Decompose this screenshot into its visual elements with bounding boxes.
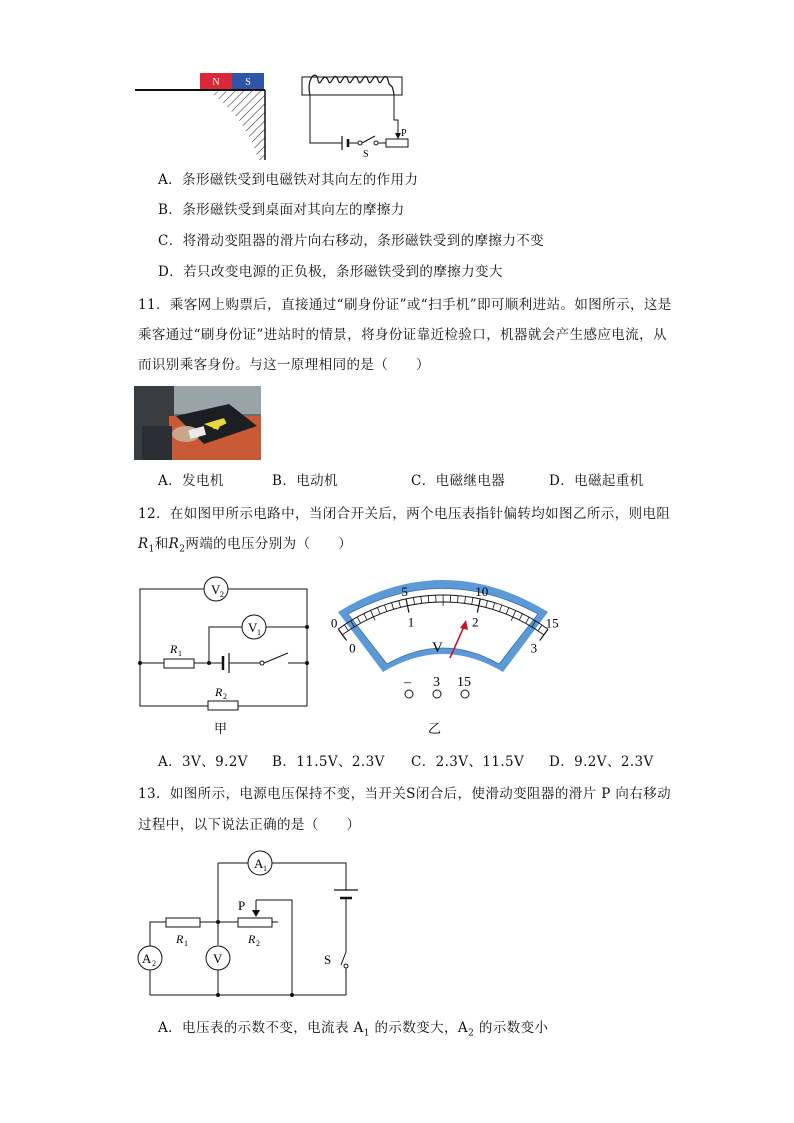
q10-option-b[interactable]: B．条形磁铁受到桌面对其向左的摩擦力 [158, 202, 405, 218]
svg-text:V: V [213, 951, 223, 966]
slider-arrow [252, 910, 260, 917]
switch-blade [341, 952, 346, 965]
switch-blade [362, 136, 375, 143]
terminal-3 [433, 690, 441, 698]
q13-stem-line1: 13．如图所示，电源电压保持不变，当开关S闭合后，使滑动变阻器的滑片 P 向右移动 [138, 786, 671, 802]
svg-text:1: 1 [257, 628, 261, 637]
q11-option-a[interactable]: A．发电机 [158, 473, 224, 489]
magnet-n-label: N [212, 77, 220, 88]
q12-option-c[interactable]: C．2.3V、11.5V [411, 754, 525, 770]
caption-yi: 乙 [428, 721, 442, 736]
svg-text:R: R [170, 642, 178, 656]
q11-stem-line3: 而识别乘客身份。与这一原理相同的是（ ） [138, 357, 430, 373]
q12-option-b[interactable]: B．11.5V、2.3V [272, 754, 385, 770]
svg-text:A: A [142, 951, 152, 966]
svg-text:3: 3 [433, 675, 440, 690]
q12-circuit-jia [130, 573, 320, 738]
dial-upper-label: 10 [475, 584, 489, 600]
dial-tick [538, 625, 542, 631]
q11-option-c[interactable]: C．电磁继电器 [411, 473, 506, 489]
svg-text:1: 1 [263, 864, 267, 873]
svg-text:S: S [324, 952, 332, 967]
dial-lower-label: 2 [471, 614, 479, 630]
q12-stem-line1: 12．在如图甲所示电路中，当闭合开关后，两个电压表指针偏转均如图乙所示，则电阻 [138, 506, 671, 522]
q12-r2-symbol: R [168, 536, 180, 552]
q12-r1-symbol: R [138, 536, 149, 552]
svg-text:R: R [215, 685, 223, 699]
q12-option-d[interactable]: D．9.2V、2.3V [549, 754, 654, 770]
dial-tick [540, 629, 548, 640]
switch-s-label: S [363, 149, 369, 160]
dial-upper-label: 0 [330, 615, 338, 631]
magnet-s-label: S [245, 77, 251, 88]
unit-v-label: V [432, 640, 443, 656]
dial-lower-label: 3 [530, 640, 538, 656]
svg-text:R: R [248, 932, 256, 946]
dial-upper-label: 15 [545, 615, 559, 631]
q10-figure [130, 60, 430, 160]
svg-text:P: P [238, 898, 246, 913]
terminal-15 [461, 690, 469, 698]
voltmeter-dial [330, 568, 559, 738]
q10-option-d[interactable]: D．若只改变电源的正负极，条形磁铁受到的摩擦力变大 [158, 264, 503, 280]
resistor-r1 [164, 659, 194, 668]
svg-text:2: 2 [220, 590, 224, 599]
dial-lower-label: 0 [349, 640, 356, 656]
svg-text:–: – [404, 675, 411, 690]
rheostat [386, 139, 408, 147]
v2-label: V [211, 582, 221, 597]
dial-upper-label: 5 [401, 584, 408, 600]
dial-lower-label: 1 [407, 614, 415, 630]
svg-text:2: 2 [152, 959, 156, 968]
q12-figure-jia [130, 573, 320, 738]
q12-option-a[interactable]: A．3V、9.2V [158, 754, 248, 770]
q13-stem-line2: 过程中，以下说法正确的是（ ） [138, 817, 361, 833]
q13-figure [128, 848, 368, 1003]
switch-blade [264, 653, 288, 663]
table-edge-hatch [210, 90, 265, 160]
svg-text:15: 15 [457, 675, 471, 690]
q12-stem-line2-tail: 两端的电压分别为（ ） [185, 536, 353, 552]
svg-text:R: R [176, 932, 184, 946]
dial-tick [338, 629, 346, 640]
q13-option-a[interactable]: A．电压表的示数不变，电流表 $A_1$ 的示数变大，$A_2$ 的示数变小 [158, 1020, 549, 1039]
q12-figure-yi [330, 568, 559, 738]
q11-option-b[interactable]: B．电动机 [272, 473, 338, 489]
q13-circuit [128, 848, 368, 1003]
svg-text:2: 2 [256, 939, 260, 948]
rheostat-r2 [238, 918, 272, 927]
q11-stem-line2: 乘客通过“刷身份证”进站时的情景，将身份证靠近检验口，机器就会产生感应电流，从 [138, 327, 667, 343]
resistor-r1 [166, 918, 200, 927]
terminal-negative [405, 690, 413, 698]
q11-stem-line1: 11．乘客网上购票后，直接通过“刷身份证”或“扫手机”即可顺利进站。如图所示，这是 [138, 297, 672, 313]
q10-option-a[interactable]: A．条形磁铁受到电磁铁对其向左的作用力 [158, 172, 419, 188]
dial-tick [344, 625, 348, 631]
svg-text:V: V [248, 620, 258, 635]
q12-stem-line2: $R_1$和$R_2$两端的电压分别为（ ） [138, 536, 353, 555]
q11-photo-id-card-gate [134, 386, 261, 460]
slider-p-label: P [401, 128, 407, 139]
caption-jia: 甲 [214, 721, 228, 736]
svg-text:1: 1 [184, 939, 188, 948]
svg-text:2: 2 [223, 692, 227, 701]
q10-diagram [130, 60, 430, 160]
svg-text:1: 1 [178, 649, 182, 658]
q10-option-c[interactable]: C．将滑动变阻器的滑片向右移动，条形磁铁受到的摩擦力不变 [158, 233, 545, 249]
resistor-r2 [208, 701, 238, 710]
svg-text:A: A [254, 856, 264, 871]
q11-option-d[interactable]: D．电磁起重机 [549, 473, 644, 489]
